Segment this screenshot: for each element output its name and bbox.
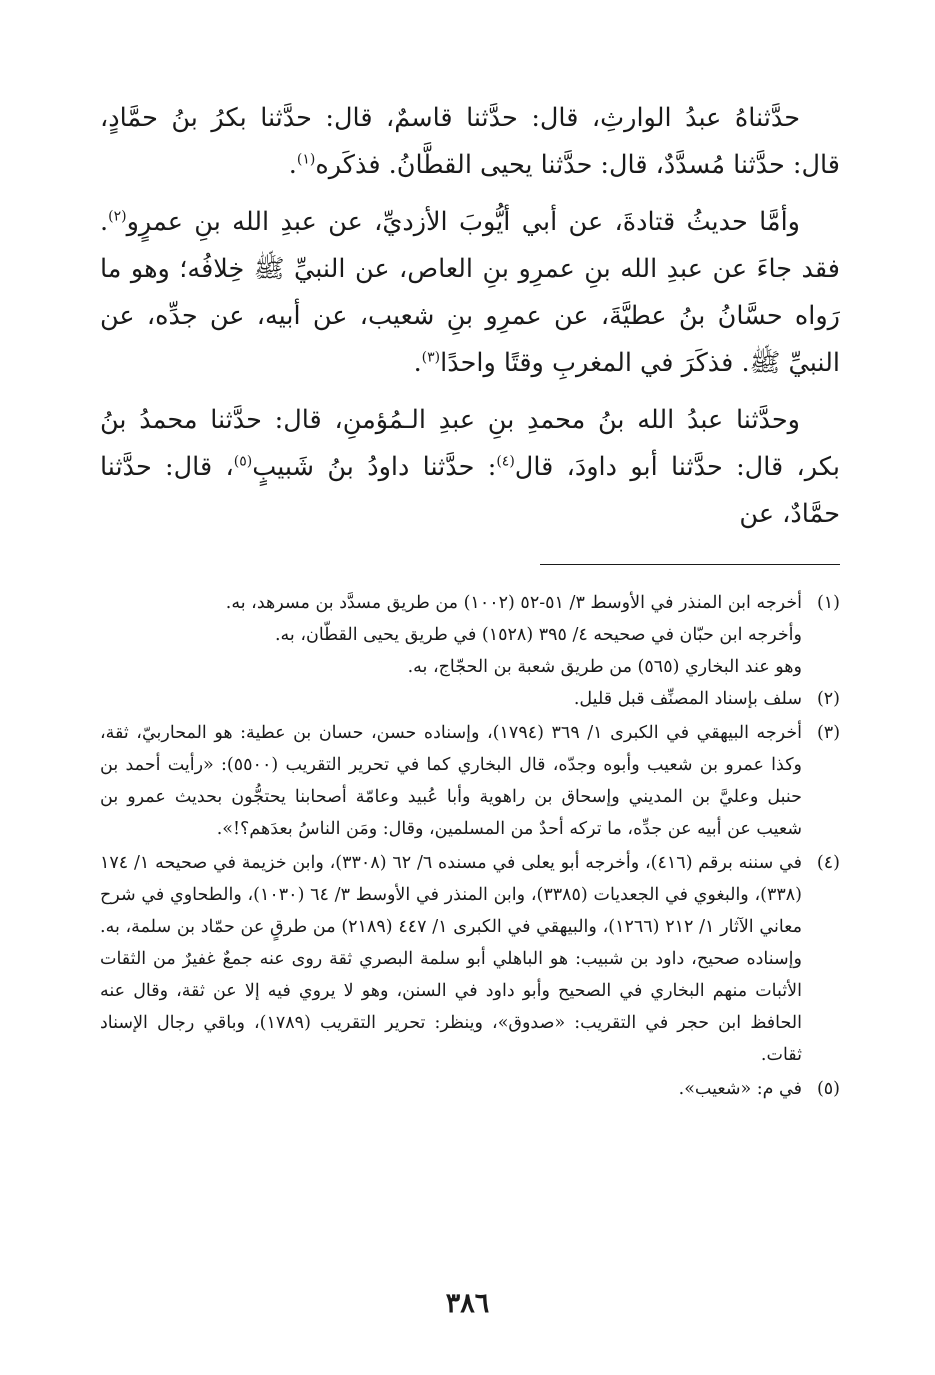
- footnote-5: [100, 1073, 840, 1105]
- footnote-1: [100, 587, 840, 619]
- footnote-4-text: في سننه برقم (٤١٦)، وأخرجه أبو يعلى في مسنده ٦/ ٦٢ (٣٣٠٨)، وابن خزيمة في صحيحه ١/ ١٧٤ (٣٣٨)، والبغوي في الجعديات (٣٣٨٥)، وابن المنذر في الأوسط ٣/ ٦٤ (١٠٣٠)، والطحاوي في شرح معاني الآثار ١/ ٢١٢ (١٢٦٦)، والبيهقي في الكبرى ١/ ٤٤٧ (٢١٨٩) من طرقٍ عن حمّاد بن سلمة، به. وإسناده صحيح، داود بن شبيب: هو الباهلي أبو سلمة البصري ثقة روى عنه جمعٌ غفيرٌ من الثقات الأثبات منهم البخاري في الصحيح وأبو داود في السنن، وهو لا يروي فيه إلا عن ثقة، وقال عنه الحافظ ابن حجر في التقريب: «صدوق»، وينظر: تحرير التقريب (١٧٨٩)، وباقي رجال الإسناد ثقات.: [100, 853, 802, 1065]
- footnote-separator: [540, 564, 840, 565]
- footnote-5-number: (٥): [816, 1079, 840, 1099]
- paragraph-2-end: .: [413, 348, 422, 378]
- main-text: [100, 95, 840, 538]
- footnote-4-number: (٤): [816, 853, 840, 873]
- footnote-2: [100, 683, 840, 715]
- paragraph-3-text-a: وحدَّثنا عبدُ الله بنُ محمدِ بنِ عبدِ الـمُؤمنِ، قال: حدَّثنا محمدُ بنُ بكر، قال: حدَّثنا أبو داودَ، قال: [100, 405, 841, 482]
- footnote-4: [100, 847, 840, 1071]
- footnote-ref-3[interactable]: (٣): [421, 349, 441, 366]
- footnotes-section: [100, 587, 840, 1105]
- footnote-1-line-3: وهو عند البخاري (٥٦٥) من طريق شعبة بن الحجّاج، به.: [407, 657, 802, 677]
- paragraph-3: [100, 397, 840, 538]
- paragraph-1: [100, 95, 840, 189]
- paragraph-3-text-c: ، قال: حدَّثنا حمَّادٌ، عن: [100, 452, 840, 529]
- paragraph-2: [100, 199, 840, 387]
- footnote-2-number: (٢): [816, 689, 840, 709]
- footnote-1-line-1: أخرجه ابن المنذر في الأوسط ٣/ ٥١-٥٢ (١٠٠٢) من طريق مسدَّد بن مسرهد، به.: [225, 593, 802, 613]
- footnote-3: [100, 717, 840, 845]
- footnote-ref-4[interactable]: (٤): [496, 453, 515, 470]
- footnote-2-text: سلف بإسناد المصنِّف قبل قليل.: [573, 689, 802, 709]
- footnote-ref-5[interactable]: (٥): [233, 453, 253, 470]
- footnote-3-text: أخرجه البيهقي في الكبرى ١/ ٣٦٩ (١٧٩٤)، وإسناده حسن، حسان بن عطية: هو المحاربيّ، ثقة، وكذا عمرو بن شعيب وأبوه وجدّه، قال البخاري كما في تحرير التقريب (٥٥٠٠): «رأيت أحمد بن حنبل وعليَّ بن المديني وإسحاق بن راهوية وأبا عُبيد وعامّة أصحابنا يحتجُّون بحديث عمرو بن شعيب عن أبيه عن جدِّه، ما تركه أحدٌ من المسلمين، وقال: ومَن الناسُ بعدَهم؟!».: [100, 723, 803, 839]
- footnote-ref-1[interactable]: (١): [296, 151, 316, 168]
- footnote-ref-2[interactable]: (٢): [108, 208, 127, 225]
- footnote-1-number: (١): [816, 593, 840, 613]
- footnote-5-text: في م: «شعيب».: [678, 1079, 802, 1099]
- footnote-3-number: (٣): [816, 723, 841, 743]
- page-content: [100, 95, 840, 1105]
- footnote-1-line-2: وأخرجه ابن حبّان في صحيحه ٤/ ٣٩٥ (١٥٢٨) في طريق يحيى القطّان، به.: [274, 625, 802, 645]
- paragraph-1-end: .: [288, 150, 297, 180]
- paragraph-1-text: حدَّثناهُ عبدُ الوارثِ، قال: حدَّثنا قاسمٌ، قال: حدَّثنا بكرُ بنُ حمَّادٍ، قال: حدَّثنا مُسدَّدٌ، قال: حدَّثنا يحيى القطَّانُ. فذكَره: [100, 103, 840, 180]
- paragraph-2-text-a: وأمَّا حديثُ قتادةَ، عن أبي أيُّوبَ الأزديِّ، عن عبدِ الله بنِ عمرٍو: [126, 207, 800, 237]
- paragraph-2-text-b: . فقد جاءَ عن عبدِ الله بنِ عمرِو بنِ العاص، عن النبيِّ ﷺ خِلافُه؛ وهو ما رَواه حسَّانُ بنُ عطيَّةَ، عن عمرِو بنِ شعيب، عن أبيه، عن جدِّه، عن النبيِّ ﷺ. فذكَرَ في المغربِ وقتًا واحدًا: [100, 207, 840, 378]
- paragraph-3-text-b: : حدَّثنا داودُ بنُ شَبيبٍ: [252, 452, 497, 482]
- page-number: ٣٨٦: [445, 1288, 490, 1319]
